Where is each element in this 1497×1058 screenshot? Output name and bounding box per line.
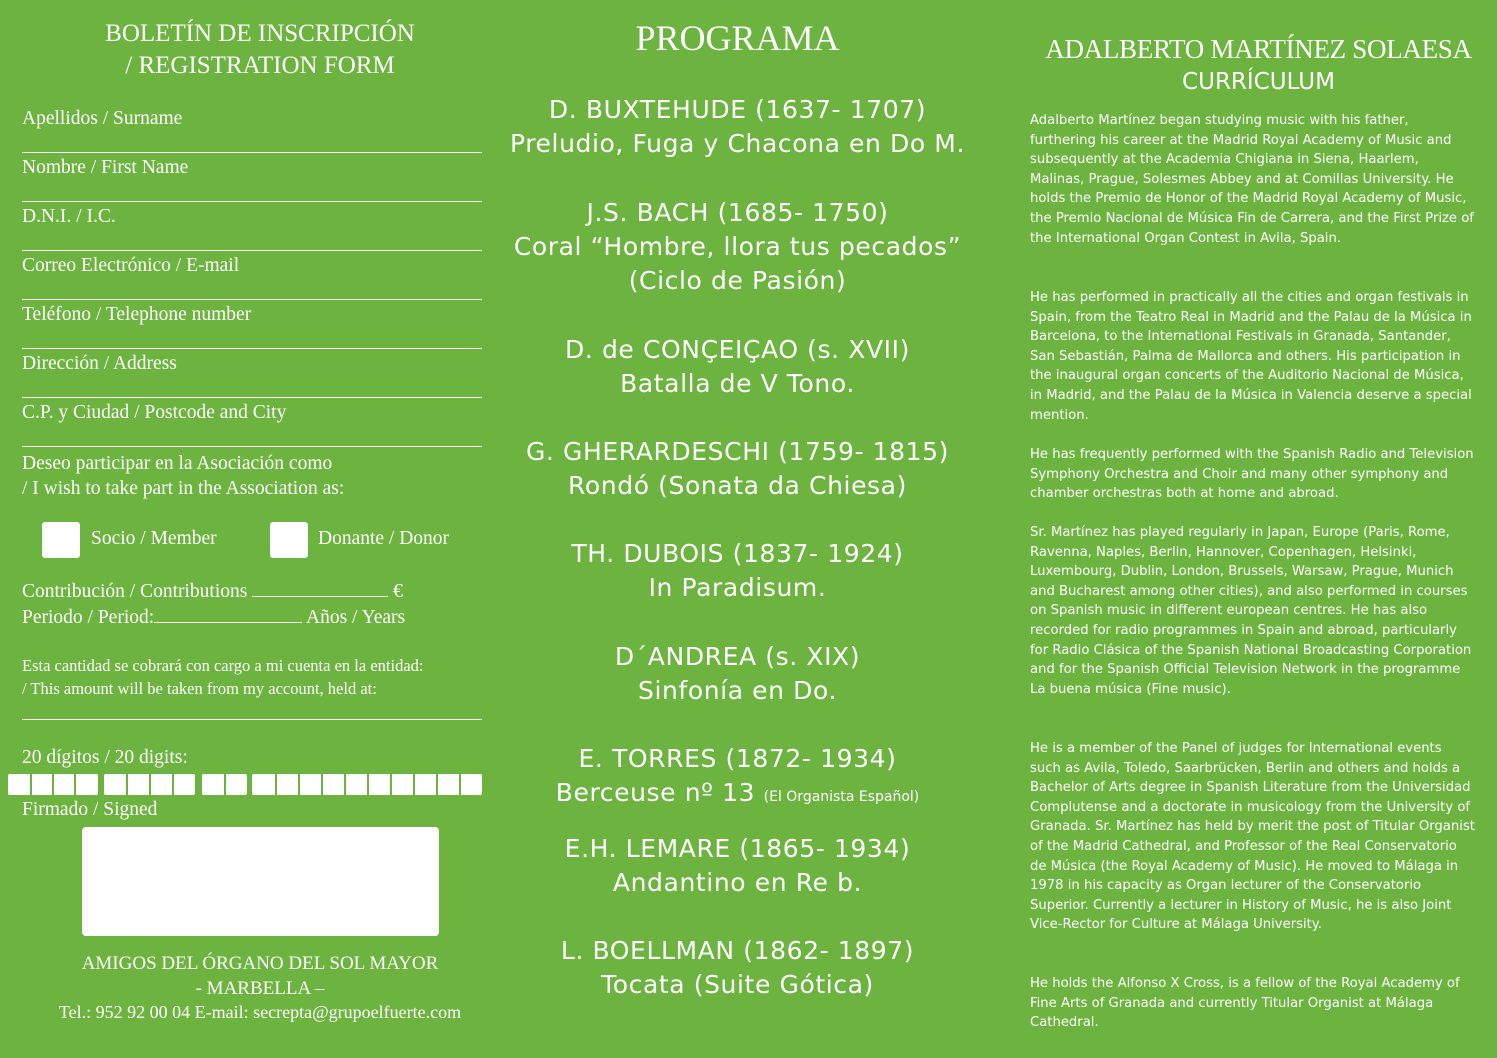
cv-paragraph-text: Sr. Martínez has played regularly in Japan, Europe (Paris, Rome, Ravenna, Naples, Berlin, Hannover, Copenhagen, Helsinki, Luxembourg, Dublin, London, Brussels, Warsaw, Prague, Munich and Bucharest among other cities), and also performed in courses on Spanish music in different european centres. He has also recorded for radio programmes in Spain and abroad, particularly for Radio Clásica of the Spanish National Broadcasting Corporation and for the Spanish Official Television Network in the programme La buena música (Fine music). [1030,525,1472,697]
programme-title: PROGRAMA [635,18,840,58]
account-digits-field[interactable] [0,774,500,795]
email-field[interactable] [22,299,482,300]
cv-paragraph-text: He holds the Alfonso X Cross, is a fellow of the Royal Academy of Fine Arts of Granada and currently Titular Organist at Málaga Cathedral. [1030,976,1460,1031]
work-title: In Paradisum. [648,573,827,602]
work-title: Sinfonía en Do. [637,676,838,705]
surname-label: Apellidos / Surname [22,108,183,129]
address-label: Dirección / Address [22,353,177,374]
programme-item [505,537,970,605]
period-field[interactable] [154,604,302,623]
composer: D. de CONÇEIÇAO (s. XVII) [565,335,910,364]
address-field[interactable] [22,397,482,398]
registration-form-panel [0,0,500,1058]
digit-divider [74,774,76,795]
digits-label: 20 dígitos / 20 digits: [22,747,188,768]
email-label: Correo Electrónico / E-mail [22,255,240,276]
form-title-line2: / REGISTRATION FORM [125,52,395,79]
cv-paragraph [1030,445,1475,504]
form-title-line1: BOLETÍN DE INSCRIPCIÓN [105,20,415,47]
contribution-label: Contribución / Contributions [22,581,248,602]
curriculum-heading: CURRÍCULUM [1182,69,1335,95]
composer: D. BUXTEHUDE (1637- 1707) [548,95,927,124]
id-label: D.N.I. / I.C. [22,206,116,227]
cv-paragraph [1030,288,1475,425]
participation-prompt-en: / I wish to take part in the Association as: [22,478,345,499]
programme-panel [505,0,970,1058]
telephone-label: Teléfono / Telephone number [22,304,252,325]
cv-paragraph [1030,111,1475,248]
programme-item [505,196,970,298]
programme-item [505,333,970,401]
programme-item [505,93,970,161]
work-subtitle: (Ciclo de Pasión) [628,266,847,295]
work-note: (El Organista Español) [763,789,920,805]
member-checkbox[interactable] [42,522,80,558]
years-label: Años / Years [305,607,406,628]
organisation-contact: Tel.: 952 92 00 04 E-mail: secrepta@grupoelfuerte.com [58,1002,462,1022]
work-title: Andantino en Re b. [612,868,863,897]
participation-prompt [22,451,344,501]
contribution-row [22,578,403,604]
form-title [20,18,500,82]
donor-checkbox[interactable] [270,522,308,558]
programme-item [505,742,970,814]
surname-field[interactable] [22,152,482,153]
cv-paragraph [1030,523,1475,699]
digit-divider [126,774,128,795]
digit-divider [436,774,438,795]
account-notice-es: Esta cantidad se cobrará con cargo a mi cuenta en la entidad: [22,656,424,675]
programme-item [505,832,970,900]
telephone-field[interactable] [22,348,482,349]
digit-divider [224,774,226,795]
period-row [22,604,405,630]
participation-prompt-es: Deseo participar en la Asociación como [22,453,333,474]
first-name-label: Nombre / First Name [22,157,189,178]
cv-paragraph-text: He has performed in practically all the cities and organ festivals in Spain, from the Teatro Real in Madrid and the Palau de la Música in Barcelona, to the International Festivals in Granada, Santander, San Sebastián, Palma de Mallorca and others. His participation in the inaugural organ concerts of the Auditorio Nacional de Música, in Madrid, and the Palau de la Música in Valencia deserve a special mention. [1030,290,1472,423]
composer: L. BOELLMAN (1862- 1897) [560,936,915,965]
digit-divider [172,774,174,795]
donor-label: Donante / Donor [318,528,450,549]
period-label: Periodo / Period: [22,607,155,628]
work-title: Tocata (Suite Gótica) [601,970,874,999]
account-notice [22,654,423,700]
bank-entity-field[interactable] [22,719,482,720]
work-title: Batalla de V Tono. [620,369,855,398]
member-label: Socio / Member [91,528,217,549]
programme-item [505,934,970,1002]
digit-divider [149,774,151,795]
work-title: Rondó (Sonata da Chiesa) [568,471,907,500]
id-field[interactable] [22,250,482,251]
signature-box[interactable] [82,827,439,936]
curriculum-panel [1000,0,1497,1058]
euro-symbol: € [393,581,403,602]
work-title: Coral “Hombre, llora tus pecados” [513,232,962,261]
programme-item [505,640,970,708]
composer: E.H. LEMARE (1865- 1934) [564,834,911,863]
first-name-field[interactable] [22,201,482,202]
digit-divider [459,774,461,795]
work-title-line [505,776,970,814]
digit-divider [390,774,392,795]
digit-divider [275,774,277,795]
cv-paragraph-text: He has frequently performed with the Spanish Radio and Television Symphony Orchestra and Choir and many other symphony and chamber orchestras both at home and abroad. [1030,447,1474,502]
composer: TH. DUBOIS (1837- 1924) [571,539,904,568]
digit-divider [30,774,32,795]
cv-paragraph-text: Adalberto Martínez began studying music with his father, furthering his career at the Madrid Royal Academy of Music and subsequently at the Academia Chigiana in Siena, Haarlem, Malinas, Prague, Solesmes Abbey and at Comillas University. He holds the Premio de Honor of the Madrid Royal Academy of Music, the Premio Nacional de Música Fin de Carrera, and the First Prize of the International Organ Contest in Avila, Spain. [1030,113,1474,246]
artist-name: ADALBERTO MARTÍNEZ SOLAESA [1045,34,1472,64]
digit-divider [321,774,323,795]
work-title: Berceuse nº 13 [555,778,756,807]
composer: J.S. BACH (1685- 1750) [586,198,889,227]
composer: D´ANDREA (s. XIX) [614,642,861,671]
organisation-name: AMIGOS DEL ÓRGANO DEL SOL MAYOR [81,953,439,974]
signed-label: Firmado / Signed [22,799,158,820]
digit-divider [298,774,300,795]
account-notice-en: / This amount will be taken from my account, held at: [22,679,377,698]
digit-divider [52,774,54,795]
digit-divider [344,774,346,795]
organisation-location: - MARBELLA – [195,978,325,999]
composer: E. TORRES (1872- 1934) [578,744,897,773]
cv-paragraph [1030,739,1475,935]
cv-paragraph-text: He is a member of the Panel of judges for International events such as Avila, Toledo, Saarbrücken, Berlin and others and holds a Bachelor of Arts degree in Spanish Literature from the Universidad Complutense and a doctorate in musicology from the University of Granada. Sr. Martínez has held by merit the post of Titular Organist of the Madrid Cathedral, and Professor of the Real Conservatorio de Música (the Royal Academy of Music). He moved to Málaga in 1978 in his capacity as Organ lecturer of the Conservatorio Superior. Currently a lecturer in History of Music, he is also Joint Vice-Rector for Culture at Málaga University. [1030,741,1475,933]
cv-paragraph [1030,974,1475,1033]
postcode-city-label: C.P. y Ciudad / Postcode and City [22,402,287,423]
programme-item [505,435,970,503]
digit-divider [367,774,369,795]
digit-divider [413,774,415,795]
composer: G. GHERARDESCHI (1759- 1815) [525,437,950,466]
contribution-field[interactable] [252,578,388,597]
work-title: Preludio, Fuga y Chacona en Do M. [509,129,966,158]
postcode-city-field[interactable] [22,446,482,447]
